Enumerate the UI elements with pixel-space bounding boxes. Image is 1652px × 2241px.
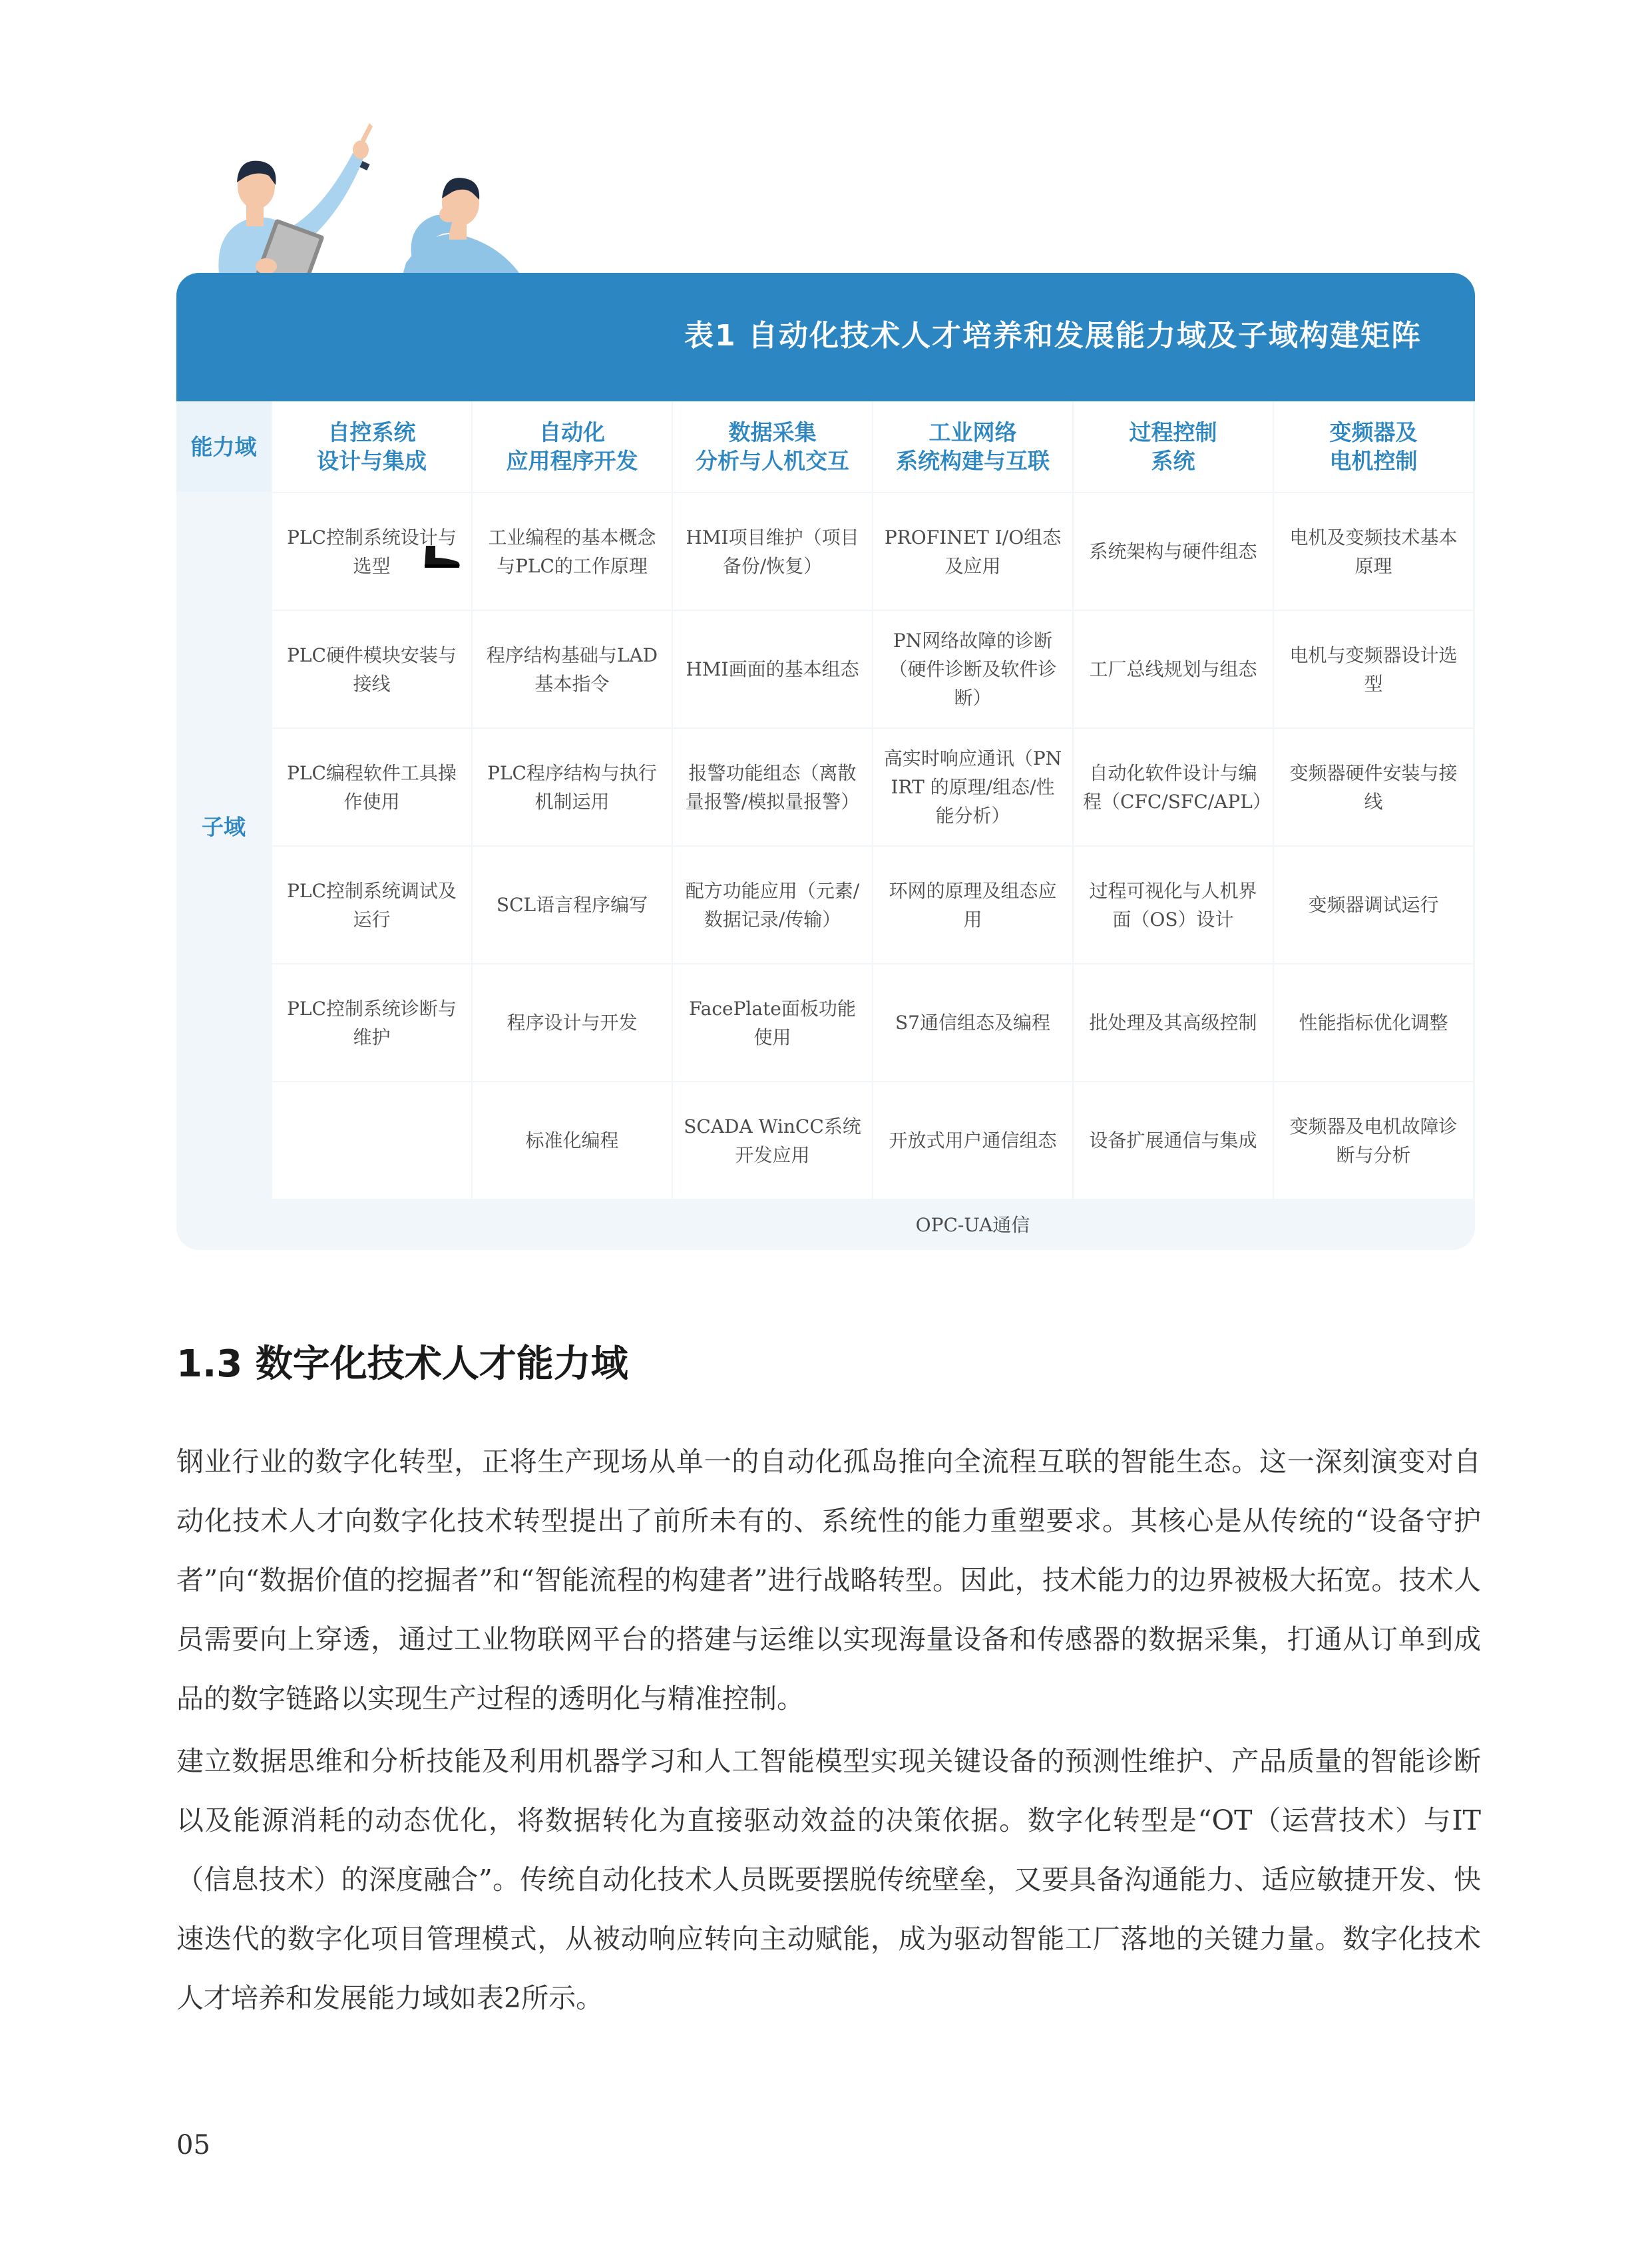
subdomain-cell: PLC编程软件工具操作使用 [272,729,471,845]
subdomain-cell: 过程可视化与人机界面（OS）设计 [1074,847,1273,963]
subdomain-cell: 批处理及其高级控制 [1074,964,1273,1081]
subdomain-cell [272,1082,471,1199]
subdomain-cell: 配方功能应用（元素/数据记录/传输） [673,847,872,963]
column-header-line1: 自控系统 [327,419,416,445]
subdomain-cell: PROFINET I/O组态及应用 [873,493,1072,610]
page-number: 05 [176,2130,210,2160]
subdomain-cell: 自动化软件设计与编程（CFC/SFC/APL） [1074,729,1273,845]
subdomain-cell: 标准化编程 [473,1082,672,1199]
column-header-6 [1274,401,1473,492]
subdomain-cell: 性能指标优化调整 [1274,964,1473,1081]
column-header-5 [1074,401,1273,492]
header-label: 能力域 [190,433,257,460]
subdomain-cell: 电机及变频技术基本原理 [1274,493,1473,610]
column-header-line1: 数据采集 [728,419,817,445]
subdomain-cell: PLC硬件模块安装与接线 [272,611,471,727]
engineer-right-figure [399,178,522,286]
column-header-line2: 电机控制 [1329,448,1418,474]
subdomain-cell: HMI画面的基本组态 [673,611,872,727]
column-header-line1: 工业网络 [929,419,1017,445]
subdomain-cell: PN网络故障的诊断（硬件诊断及软件诊断） [873,611,1072,727]
table-title: 表1 自动化技术人才培养和发展能力域及子域构建矩阵 [684,319,1422,353]
subdomain-label-column [176,401,271,1250]
subdomain-cell [473,1200,672,1250]
subdomain-cell: PLC程序结构与执行机制运用 [473,729,672,845]
subdomain-cell [272,1200,471,1250]
subdomain-cell: SCADA WinCC系统开发应用 [673,1082,872,1199]
column-header-line1: 自动化 [539,419,605,445]
subdomain-label: 子域 [202,814,246,840]
column-header-3 [673,401,872,492]
subdomain-cell: PLC控制系统设计与选型 [272,493,471,610]
column-header-line2: 系统 [1151,448,1195,474]
subdomain-cell: 电机与变频器设计选型 [1274,611,1473,727]
table-header-bar [176,273,1475,401]
column-header-line2: 系统构建与互联 [896,448,1050,474]
column-header-line2: 设计与集成 [317,448,427,474]
column-header-4 [873,401,1072,492]
subdomain-cell: 高实时响应通讯（PN IRT 的原理/组态/性能分析） [873,729,1072,845]
subdomain-cell: FacePlate面板功能使用 [673,964,872,1081]
subdomain-cell: 程序设计与开发 [473,964,672,1081]
subdomain-cell: 变频器调试运行 [1274,847,1473,963]
subdomain-cell [673,1200,872,1250]
subdomain-cell: PLC控制系统诊断与维护 [272,964,471,1081]
subdomain-cell [1274,1200,1473,1250]
subdomain-cell: 报警功能组态（离散量报警/模拟量报警） [673,729,872,845]
paragraph-1: 钢业行业的数字化转型，正将生产现场从单一的自动化孤岛推向全流程互联的智能生态。这一深刻演变对自动化技术人才向数字化技术转型提出了前所未有的、系统性的能力重塑要求。其核心是从传统的“设备守护者”向“数据价值的挖掘者”和“智能流程的构建者”进行战略转型。因此，技术能力的边界被极大拓宽。技术人员需要向上穿透，通过工业物联网平台的搭建与运维以实现海量设备和传感器的数据采集，打通从订单到成品的数字链路以实现生产过程的透明化与精准控制。 [176,1446,1481,1715]
subdomain-cell: 工厂总线规划与组态 [1074,611,1273,727]
column-header-2 [473,401,672,492]
subdomain-cell: 系统架构与硬件组态 [1074,493,1273,610]
column-header-line2: 应用程序开发 [506,448,638,474]
subdomain-cell: 程序结构基础与LAD基本指令 [473,611,672,727]
subdomain-cell: 工业编程的基本概念与PLC的工作原理 [473,493,672,610]
subdomain-cell: 变频器及电机故障诊断与分析 [1274,1082,1473,1199]
subdomain-cell: 设备扩展通信与集成 [1074,1082,1273,1199]
competency-matrix-table [176,273,1475,1250]
section-title: 1.3 数字化技术人才能力域 [176,1342,628,1386]
subdomain-cell: OPC-UA通信 [873,1200,1072,1250]
paragraph-2: 建立数据思维和分析技能及利用机器学习和人工智能模型实现关键设备的预测性维护、产品质量的智能诊断以及能源消耗的动态优化，将数据转化为直接驱动效益的决策依据。数字化转型是“OT（运营技术）与IT（信息技术）的深度融合”。传统自动化技术人员既要摆脱传统壁垒，又要具备沟通能力、适应敏捷开发、快速迭代的数字化项目管理模式，从被动响应转向主动赋能，成为驱动智能工厂落地的关键力量。数字化技术人才培养和发展能力域如表2所示。 [176,1745,1481,2014]
subdomain-cell: 环网的原理及组态应用 [873,847,1072,963]
column-header-line1: 过程控制 [1129,419,1217,445]
subdomain-cell: HMI项目维护（项目备份/恢复） [673,493,872,610]
column-header-line2: 分析与人机交互 [696,448,849,474]
subdomain-cell: 变频器硬件安装与接线 [1274,729,1473,845]
subdomain-cell: 开放式用户通信组态 [873,1082,1072,1199]
subdomain-cell: PLC控制系统调试及运行 [272,847,471,963]
subdomain-cell [1074,1200,1273,1250]
column-header-1 [272,401,471,492]
column-header-line1: 变频器及 [1329,419,1418,445]
boot-icon [421,544,462,568]
subdomain-cell: SCL语言程序编写 [473,847,672,963]
subdomain-cell: S7通信组态及编程 [873,964,1072,1081]
